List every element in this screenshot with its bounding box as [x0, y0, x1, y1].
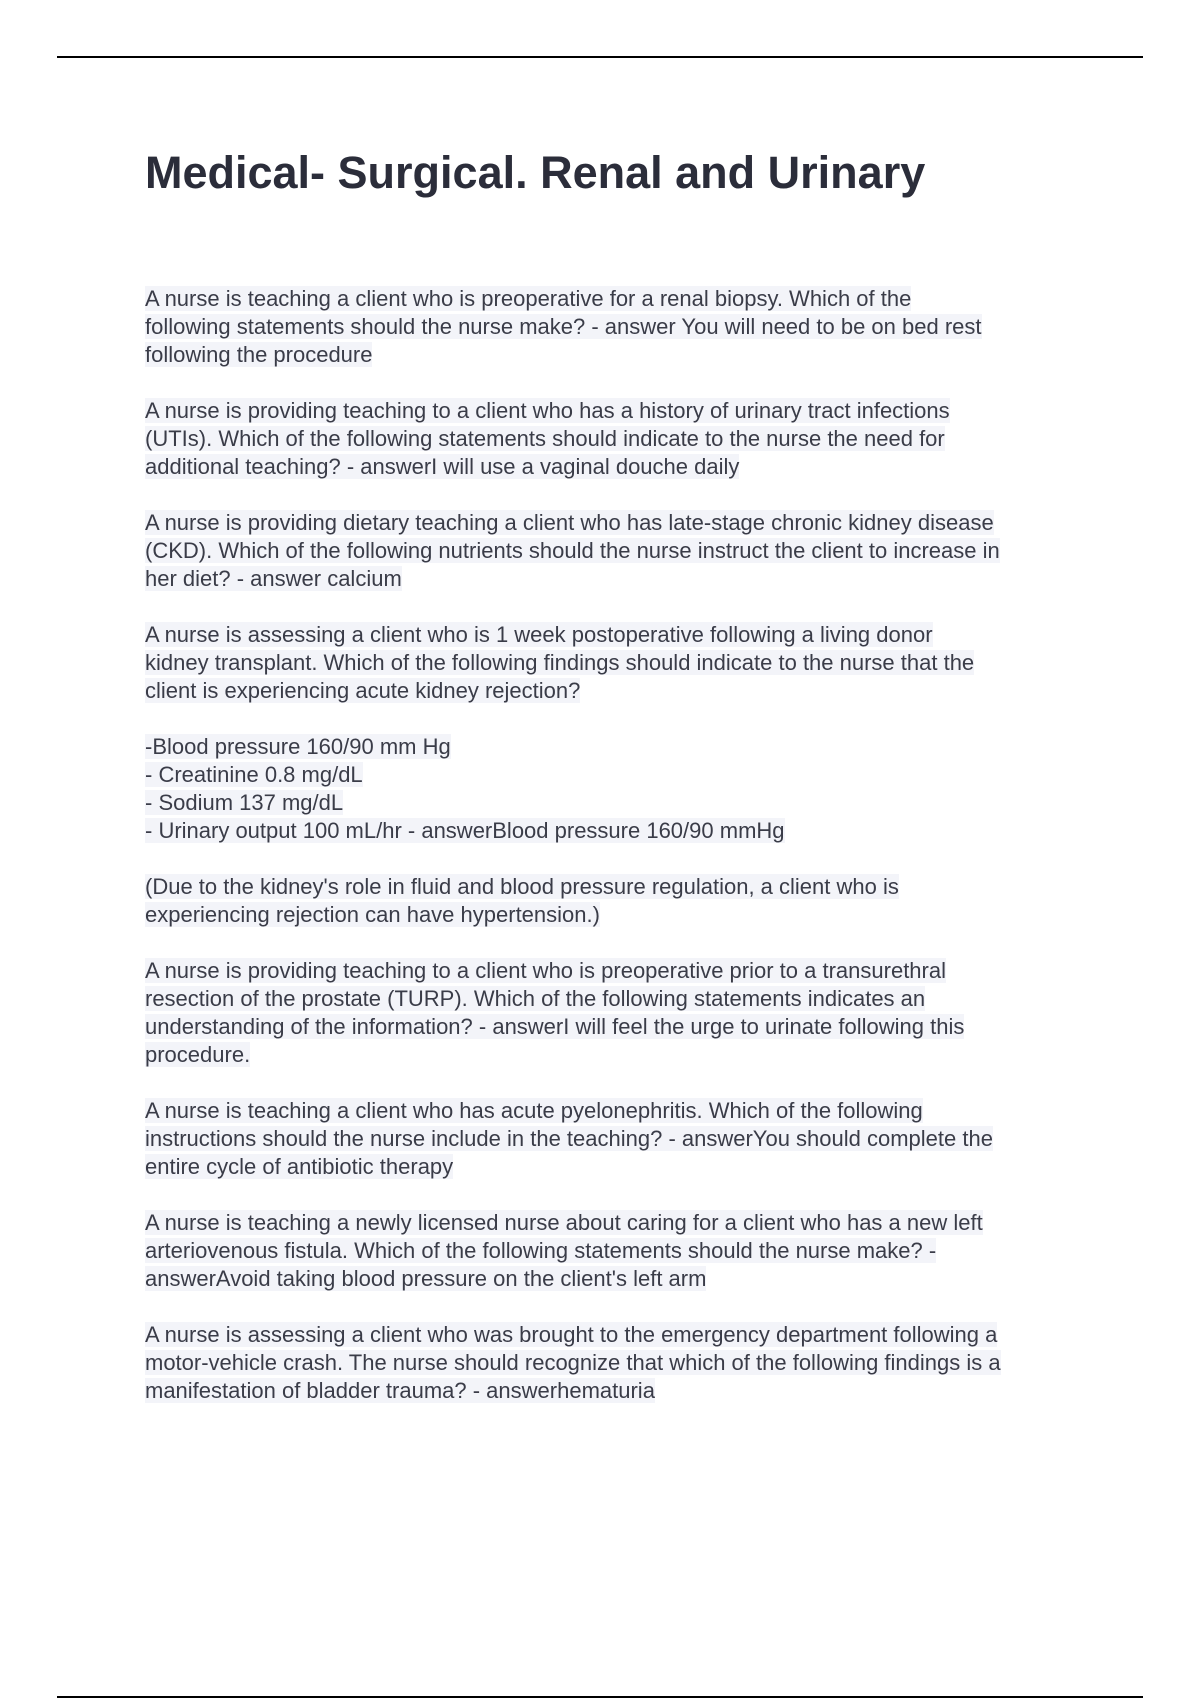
- text-line: answerAvoid taking blood pressure on the client's left arm: [145, 1266, 707, 1291]
- qa-paragraph-2: [145, 397, 1095, 481]
- text-line: entire cycle of antibiotic therapy: [145, 1154, 454, 1179]
- text-line: client is experiencing acute kidney rejection?: [145, 678, 581, 703]
- text-line: A nurse is teaching a client who is preoperative for a renal biopsy. Which of the: [145, 286, 912, 311]
- text-line: procedure.: [145, 1042, 251, 1067]
- bottom-rule: [57, 1696, 1143, 1698]
- findings-list: [145, 733, 1095, 845]
- finding-item: -Blood pressure 160/90 mm Hg: [145, 734, 451, 759]
- text-line: additional teaching? - answerI will use a vaginal douche daily: [145, 454, 740, 479]
- text-line: her diet? - answer calcium: [145, 566, 402, 591]
- text-line: A nurse is providing teaching to a client who has a history of urinary tract infections: [145, 398, 950, 423]
- qa-paragraph-1: [145, 285, 1095, 369]
- text-line: kidney transplant. Which of the following findings should indicate to the nurse that the: [145, 650, 975, 675]
- text-line: A nurse is providing dietary teaching a client who has late-stage chronic kidney disease: [145, 510, 994, 535]
- document-body: [145, 285, 1095, 1433]
- text-line: (Due to the kidney's role in fluid and blood pressure regulation, a client who is: [145, 874, 899, 899]
- top-rule: [57, 56, 1143, 58]
- text-line: manifestation of bladder trauma? - answerhematuria: [145, 1378, 655, 1403]
- text-line: following the procedure: [145, 342, 373, 367]
- text-line: A nurse is teaching a client who has acute pyelonephritis. Which of the following: [145, 1098, 923, 1123]
- text-line: understanding of the information? - answerI will feel the urge to urinate following this: [145, 1014, 965, 1039]
- text-line: instructions should the nurse include in the teaching? - answerYou should complete the: [145, 1126, 993, 1151]
- qa-paragraph-4: [145, 621, 1095, 705]
- page-title: Medical- Surgical. Renal and Urinary: [145, 147, 926, 198]
- rationale-paragraph: [145, 873, 1095, 929]
- text-line: A nurse is assessing a client who is 1 week postoperative following a living donor: [145, 622, 933, 647]
- text-line: experiencing rejection can have hypertension.): [145, 902, 600, 927]
- text-line: following statements should the nurse make? - answer You will need to be on bed rest: [145, 314, 982, 339]
- qa-paragraph-6: [145, 1097, 1095, 1181]
- text-line: (CKD). Which of the following nutrients should the nurse instruct the client to increase in: [145, 538, 1000, 563]
- text-line: A nurse is teaching a newly licensed nurse about caring for a client who has a new left: [145, 1210, 983, 1235]
- qa-paragraph-7: [145, 1209, 1095, 1293]
- qa-paragraph-3: [145, 509, 1095, 593]
- text-line: arteriovenous fistula. Which of the following statements should the nurse make? -: [145, 1238, 937, 1263]
- text-line: resection of the prostate (TURP). Which of the following statements indicates an: [145, 986, 926, 1011]
- finding-item: - Creatinine 0.8 mg/dL: [145, 762, 363, 787]
- text-line: A nurse is assessing a client who was brought to the emergency department following a: [145, 1322, 998, 1347]
- qa-paragraph-8: [145, 1321, 1095, 1405]
- finding-item: - Urinary output 100 mL/hr - answerBlood pressure 160/90 mmHg: [145, 818, 785, 843]
- text-line: (UTIs). Which of the following statements should indicate to the nurse the need for: [145, 426, 945, 451]
- text-line: A nurse is providing teaching to a client who is preoperative prior to a transurethral: [145, 958, 946, 983]
- finding-item: - Sodium 137 mg/dL: [145, 790, 344, 815]
- text-line: motor-vehicle crash. The nurse should recognize that which of the following findings is a: [145, 1350, 1001, 1375]
- qa-paragraph-5: [145, 957, 1095, 1069]
